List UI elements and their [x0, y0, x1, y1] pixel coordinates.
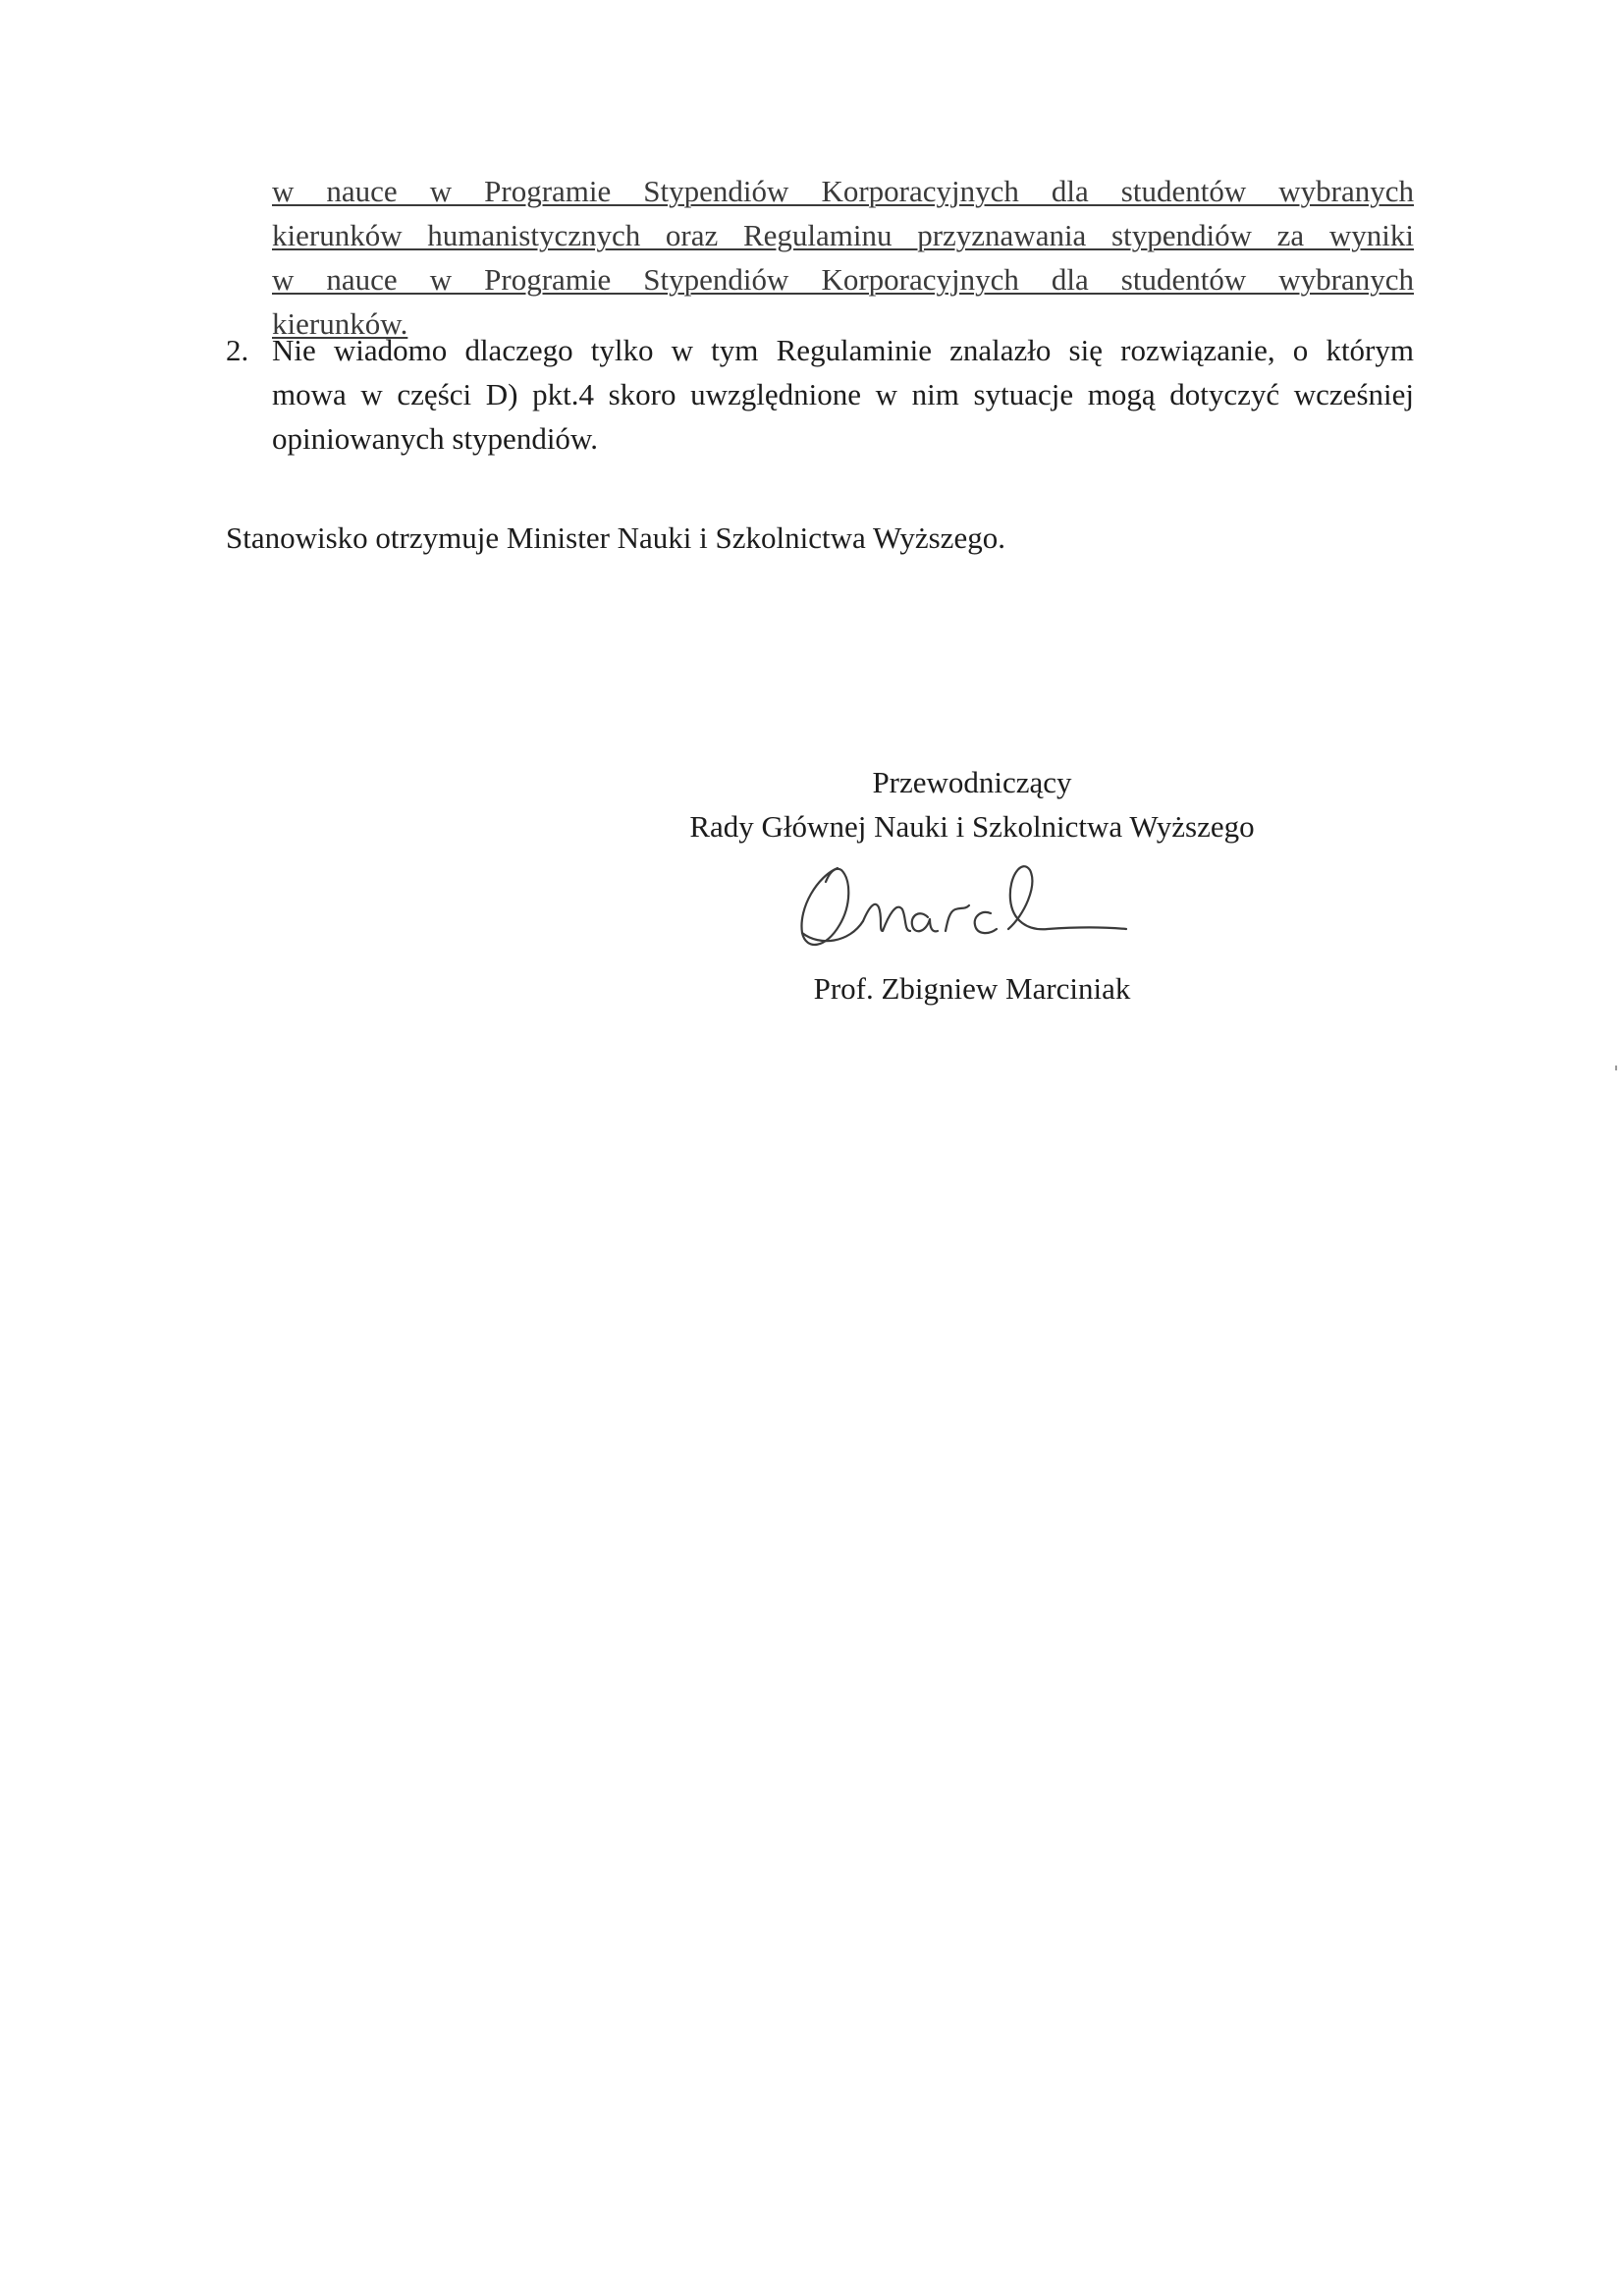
signature-block — [628, 760, 1316, 1011]
continuation-line: w nauce w Programie Stypendiów Korporacyjnych dla studentów wybranych — [272, 174, 1414, 208]
list-item-text — [272, 328, 1414, 461]
statement-paragraph: Stanowisko otrzymuje Minister Nauki i Szkolnictwa Wyższego. — [226, 520, 1005, 555]
list-item-line: Nie wiadomo dlaczego tylko w tym Regulaminie znalazło się rozwiązanie, o którym — [272, 333, 1414, 367]
list-item-line: opiniowanych stypendiów. — [272, 421, 599, 456]
signatory-role: Przewodniczący — [872, 765, 1072, 799]
continuation-line: kierunków humanistycznych oraz Regulaminu przyznawania stypendiów za wyniki — [272, 218, 1414, 252]
continuation-line: w nauce w Programie Stypendiów Korporacyjnych dla studentów wybranych — [272, 262, 1414, 297]
list-item-line: mowa w części D) pkt.4 skoro uwzględnione w nim sytuacje mogą dotyczyć wcześniej — [272, 377, 1414, 411]
continuation-line: kierunków. — [272, 306, 408, 341]
scan-edge-mark — [1615, 1066, 1617, 1070]
signatory-organization: Rady Głównej Nauki i Szkolnictwa Wyższego — [689, 809, 1255, 844]
handwritten-signature — [781, 856, 1163, 964]
list-item-number: 2. — [226, 333, 249, 367]
signatory-name: Prof. Zbigniew Marciniak — [813, 971, 1131, 1006]
continuation-paragraph — [272, 169, 1414, 346]
